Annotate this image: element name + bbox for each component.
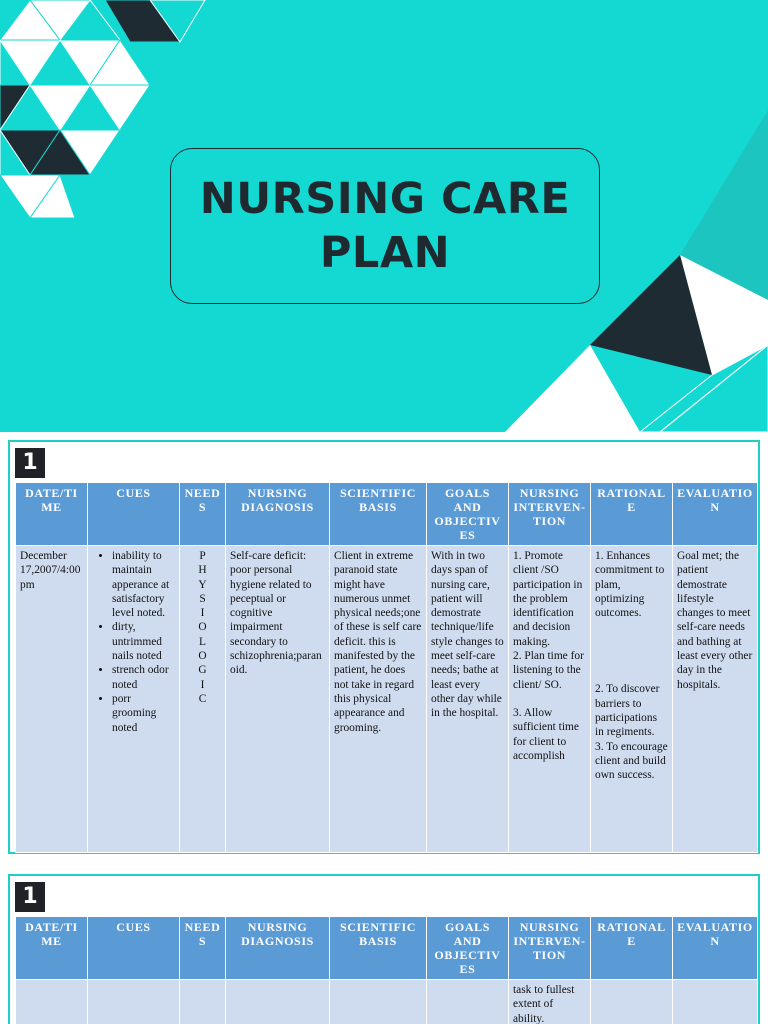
care-plan-table xyxy=(15,482,758,853)
intervention-item: 3. Allow sufficient time for client to accomplish xyxy=(513,706,579,762)
header-nursing-diagnosis: NURSING DIAGNOSIS xyxy=(226,483,330,546)
title-line-1: NURSING CARE xyxy=(199,174,571,224)
header-needs: NEEDS xyxy=(180,917,226,980)
table-header-row xyxy=(16,483,758,546)
needs-letter: I xyxy=(200,678,205,691)
cell-rationale xyxy=(591,980,673,1024)
header-rationale: RATIONALE xyxy=(591,483,673,546)
page-title xyxy=(200,172,571,280)
needs-letter: P xyxy=(199,550,206,562)
cell-nursing-diagnosis xyxy=(226,980,330,1024)
slide-number-badge: 1 xyxy=(15,882,45,912)
cell-needs xyxy=(180,980,226,1024)
cell-rationale xyxy=(591,546,673,853)
cell-scientific-basis xyxy=(330,980,427,1024)
cue-item: • dirty, untrimmed nails noted xyxy=(112,620,175,663)
intervention-item: 2. Plan time for listening to the client/ SO. xyxy=(513,650,584,691)
table-row xyxy=(16,546,758,853)
needs-letter: S xyxy=(199,592,206,605)
needs-letter: I xyxy=(200,607,205,620)
title-box xyxy=(170,148,600,304)
header-cues: CUES xyxy=(88,917,180,980)
needs-letter: O xyxy=(198,650,207,663)
header-goals: GOALS AND OBJECTIVES xyxy=(427,483,509,546)
table-header-row xyxy=(16,917,758,980)
cell-cues xyxy=(88,980,180,1024)
cell-date-time: December 17,2007/4:00pm xyxy=(16,546,88,853)
cell-date-time xyxy=(16,980,88,1024)
header-evaluation: EVALUATION xyxy=(673,483,758,546)
header-scientific-basis: SCIENTIFIC BASIS xyxy=(330,483,427,546)
header-needs: NEEDS xyxy=(180,483,226,546)
care-plan-table xyxy=(15,916,758,1024)
needs-letter: C xyxy=(198,692,207,705)
cell-nursing-diagnosis: Self-care deficit: poor personal hygiene related to peceptual or cognitive impairment secondary to schizophrenia;paranoid. xyxy=(226,546,330,853)
header-goals: GOALS AND OBJECTIVES xyxy=(427,917,509,980)
cell-goals: With in two days span of nursing care, patient will demostrate technique/life style changes to meet self-care needs; bathe at least every other day while in the hospital. xyxy=(427,546,509,853)
header-intervention: NURSING INTERVEN-TION xyxy=(509,483,591,546)
cell-cues xyxy=(88,546,180,853)
header-date-time: DATE/TIME xyxy=(16,917,88,980)
cell-evaluation: Goal met; the patient demostrate lifestyle changes to meet self-care needs and bathing at least every other day in the hospitals. xyxy=(673,546,758,853)
header-intervention: NURSING INTERVEN-TION xyxy=(509,917,591,980)
rationale-item: 1. Enhances commitment to plam, optimizing outcomes. xyxy=(595,550,665,620)
header-nursing-diagnosis: NURSING DIAGNOSIS xyxy=(226,917,330,980)
header-cues: CUES xyxy=(88,483,180,546)
slide-frame xyxy=(8,874,760,1024)
title-slide xyxy=(0,0,768,432)
needs-letter: G xyxy=(198,664,207,677)
cell-scientific-basis: Client in extreme paranoid state might have numerous unmet physical needs;one of these is self care deficit. this is manifested by the patient, he does not take in regard this physical appearance and grooming. xyxy=(330,546,427,853)
header-rationale: RATIONALE xyxy=(591,917,673,980)
rationale-item: 2. To discover barriers to participations in regiments. xyxy=(595,683,660,739)
cell-intervention xyxy=(509,546,591,853)
needs-letter: O xyxy=(198,621,207,634)
slide-number-badge: 1 xyxy=(15,448,45,478)
title-line-2: PLAN xyxy=(319,228,451,278)
cell-goals xyxy=(427,980,509,1024)
cue-item: • strench odor noted xyxy=(112,663,175,692)
cell-needs xyxy=(180,546,226,853)
care-plan-slide-2 xyxy=(0,866,768,1024)
intervention-item: 1. Promote client /SO participation in the problem identification and decision making. xyxy=(513,550,583,648)
needs-letter: L xyxy=(199,635,206,648)
cue-item: • inability to maintain apperance at satisfactory level noted. xyxy=(112,549,175,620)
header-evaluation: EVALUATION xyxy=(673,917,758,980)
header-scientific-basis: SCIENTIFIC BASIS xyxy=(330,917,427,980)
needs-letter: Y xyxy=(198,578,207,591)
cell-intervention: task to fullest extent of ability. xyxy=(509,980,591,1024)
rationale-item: 3. To encourage client and build own success. xyxy=(595,740,668,782)
care-plan-slide-1 xyxy=(0,432,768,862)
header-date-time: DATE/TIME xyxy=(16,483,88,546)
cell-evaluation xyxy=(673,980,758,1024)
needs-letter: H xyxy=(198,564,207,577)
table-row xyxy=(16,980,758,1024)
cue-item: • porr grooming noted xyxy=(112,692,175,735)
slide-frame xyxy=(8,440,760,854)
